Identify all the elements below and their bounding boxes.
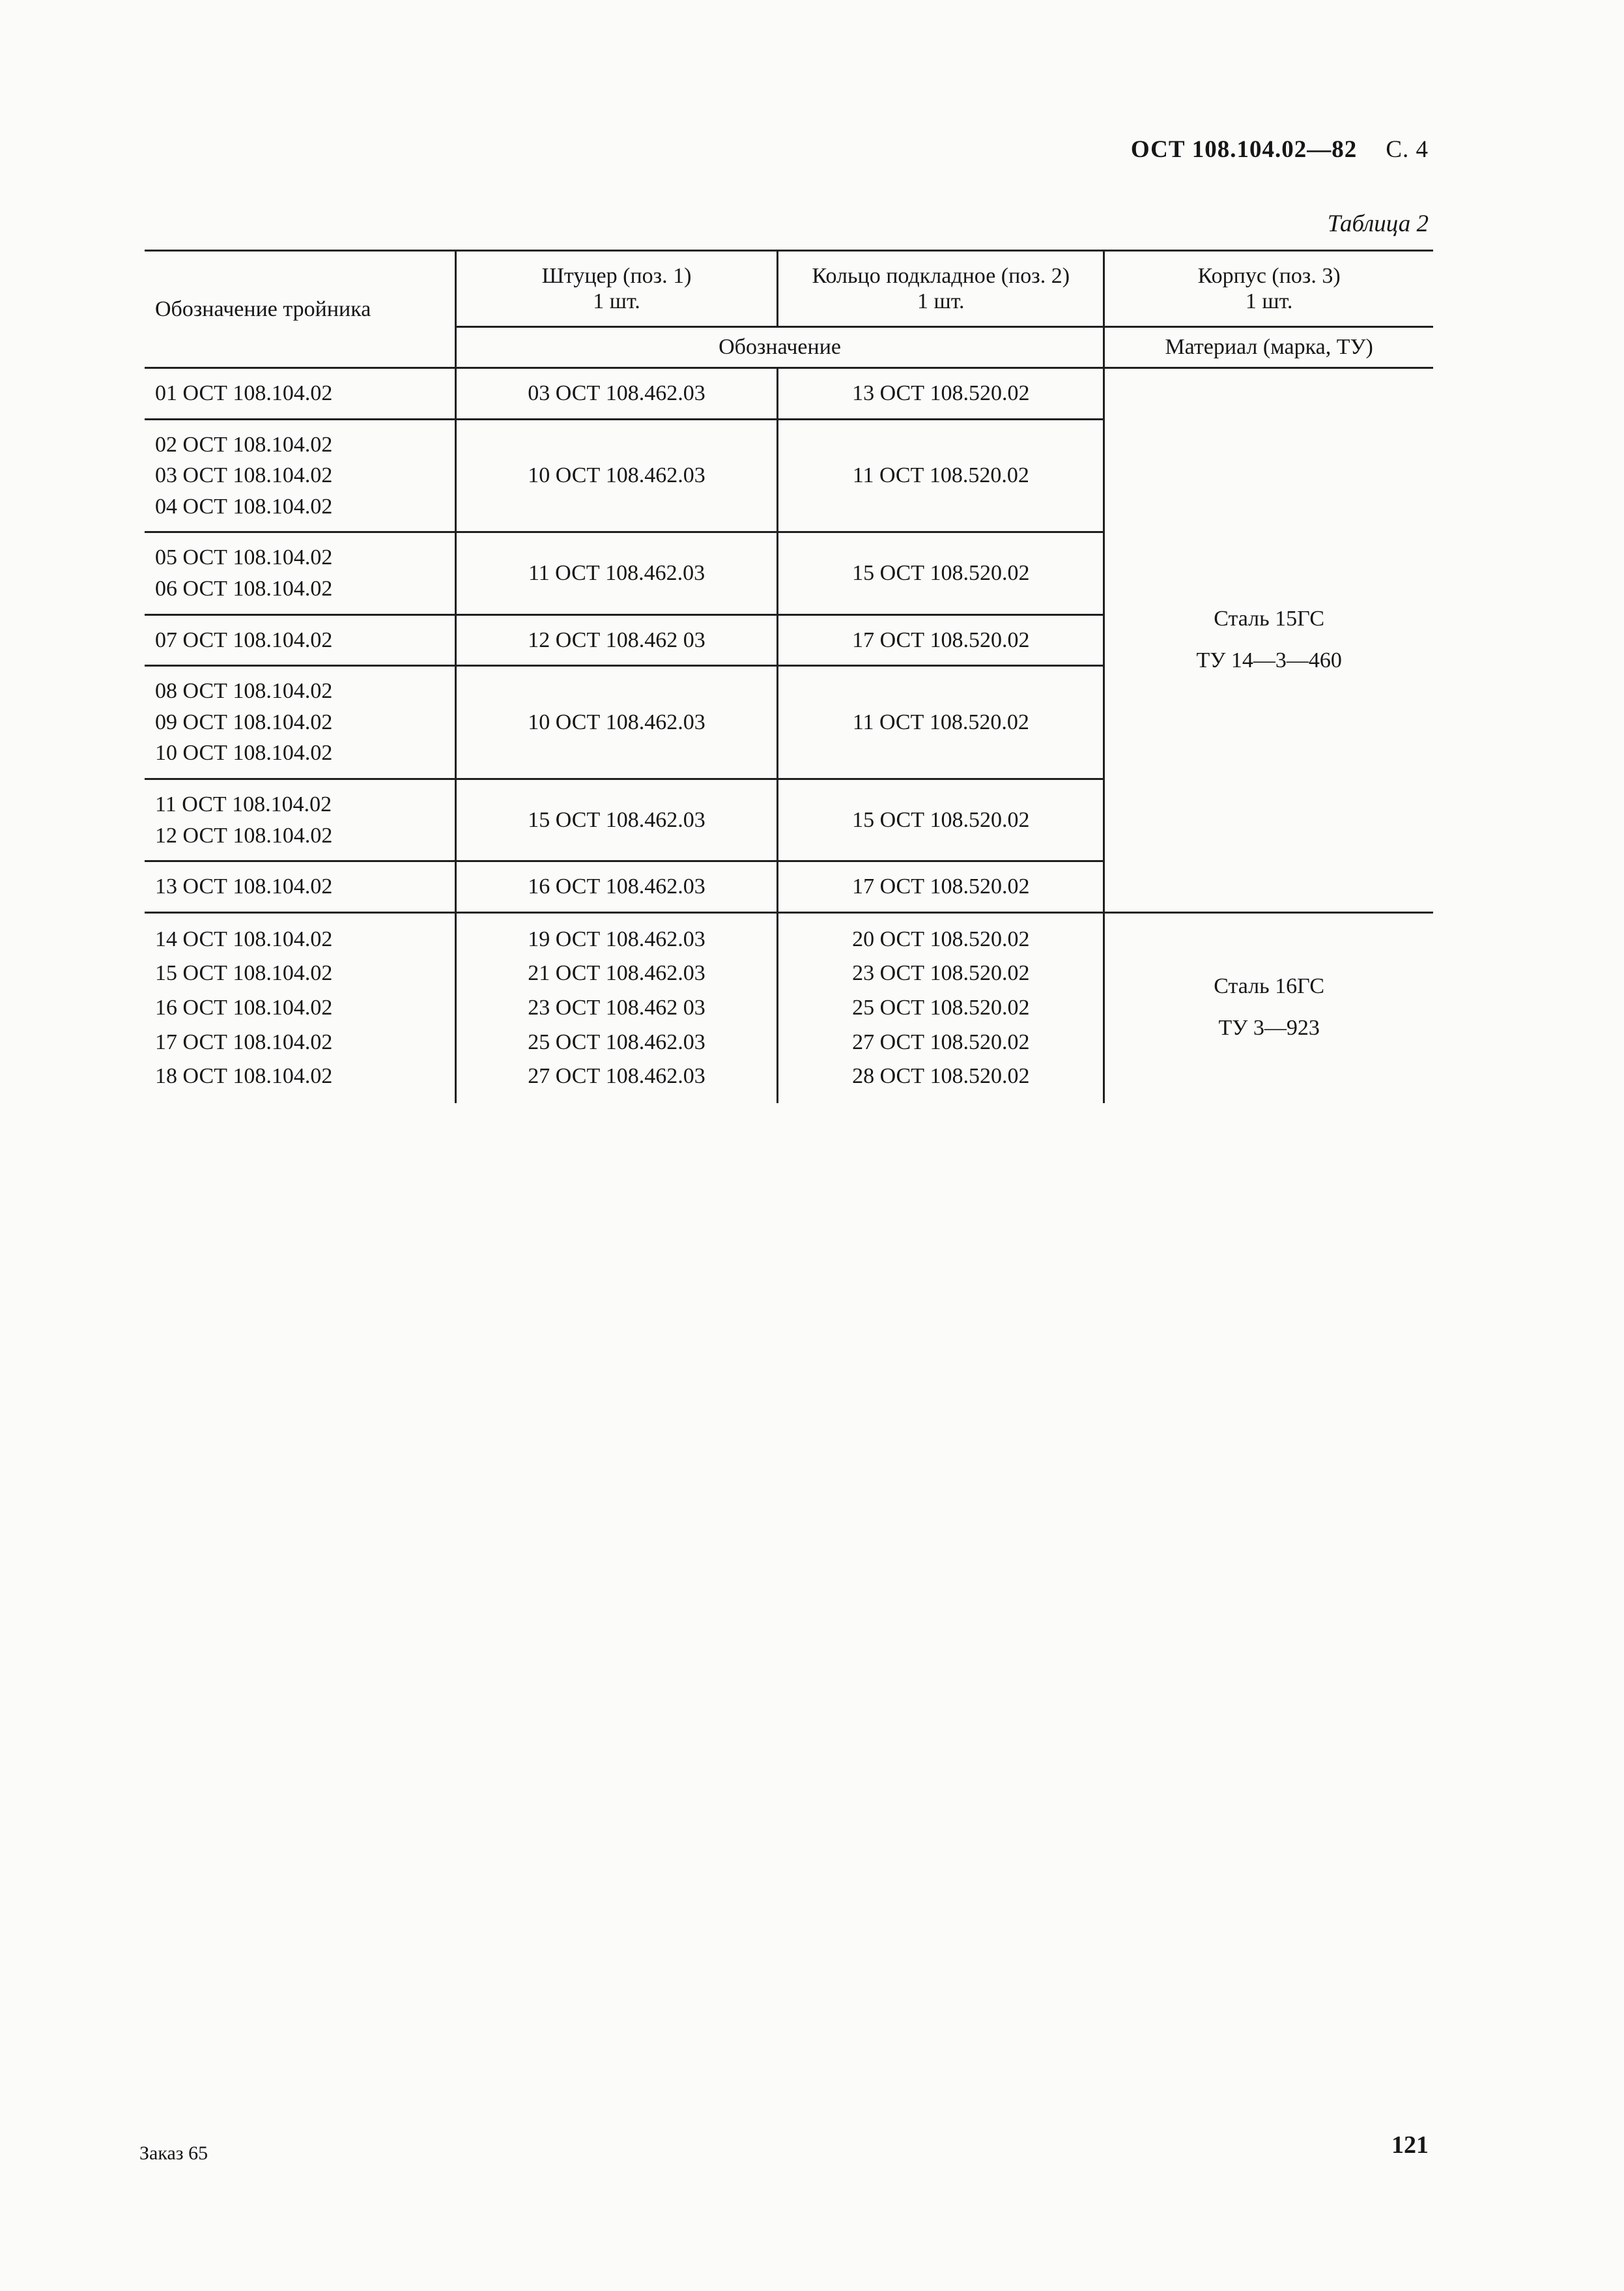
tee-designation: 06 ОСТ 108.104.02 [155,576,333,601]
tee-cell [145,861,455,913]
fitting-designation: 27 ОСТ 108.462.03 [528,1064,705,1089]
standard-code: ОСТ 108.104.02—82 [1130,136,1358,163]
tee-designation: 07 ОСТ 108.104.02 [155,627,333,652]
page-header [1131,136,1429,164]
fitting-cell: 03 ОСТ 108.462.03 [455,368,777,420]
fitting-designation: 23 ОСТ 108.462 03 [528,996,705,1020]
tee-cell [145,368,455,420]
ring-designation: 25 ОСТ 108.520.02 [852,996,1030,1020]
tee-designation: 17 ОСТ 108.104.02 [155,1030,333,1054]
ring-designation: 20 ОСТ 108.520.02 [852,927,1030,951]
ring-cell [778,912,1104,1103]
tee-designation: 13 ОСТ 108.104.02 [155,874,333,899]
ring-cell: 13 ОСТ 108.520.02 [778,368,1104,420]
ring-cell: 15 ОСТ 108.520.02 [778,779,1104,861]
page-label: С. 4 [1386,136,1429,163]
parts-table [145,250,1433,1103]
tee-cell [145,912,455,1103]
tee-designation: 15 ОСТ 108.104.02 [155,961,333,986]
tee-designation: 05 ОСТ 108.104.02 [155,545,333,570]
header-ring-qty: 1 шт. [917,289,965,313]
tee-cell [145,779,455,861]
material-cell-2 [1104,912,1433,1103]
fitting-cell: 16 ОСТ 108.462.03 [455,861,777,913]
material-spec: ТУ 3—923 [1218,1016,1320,1041]
tee-designation: 14 ОСТ 108.104.02 [155,927,333,951]
fitting-cell: 10 ОСТ 108.462.03 [455,419,777,532]
table-row [145,368,1433,420]
header-ring [778,251,1104,327]
table-header-row [145,251,1433,327]
tee-designation: 16 ОСТ 108.104.02 [155,996,333,1020]
fitting-cell [455,912,777,1103]
material-grade: Сталь 16ГС [1214,973,1325,998]
header-designation: Обозначение тройника [145,251,455,368]
tee-cell [145,666,455,779]
tee-designation: 08 ОСТ 108.104.02 [155,679,333,704]
header-fitting [455,251,777,327]
order-number: Заказ 65 [139,2142,208,2164]
header-body [1104,251,1433,327]
tee-cell [145,532,455,614]
fitting-designation: 19 ОСТ 108.462.03 [528,927,705,951]
subheader-material: Материал (марка, ТУ) [1104,327,1433,368]
tee-designation: 10 ОСТ 108.104.02 [155,741,333,766]
tee-designation: 12 ОСТ 108.104.02 [155,823,333,848]
header-body-name: Корпус (поз. 3) [1197,263,1341,288]
material-cell-1 [1104,368,1433,913]
header-ring-name: Кольцо подкладное (поз. 2) [812,263,1070,288]
header-fitting-qty: 1 шт. [593,289,640,313]
tee-cell [145,614,455,666]
fitting-designation: 21 ОСТ 108.462.03 [528,961,705,986]
table-caption: Таблица 2 [1327,210,1429,237]
header-fitting-name: Штуцер (поз. 1) [541,263,692,288]
material-spec: ТУ 14—3—460 [1196,648,1342,673]
tee-designation: 18 ОСТ 108.104.02 [155,1064,333,1089]
table-row [145,912,1433,1103]
fitting-cell: 15 ОСТ 108.462.03 [455,779,777,861]
ring-cell: 15 ОСТ 108.520.02 [778,532,1104,614]
tee-designation: 02 ОСТ 108.104.02 [155,432,333,457]
tee-designation: 03 ОСТ 108.104.02 [155,463,333,488]
material-grade: Сталь 15ГС [1214,606,1325,631]
ring-designation: 23 ОСТ 108.520.02 [852,961,1030,986]
header-body-qty: 1 шт. [1245,289,1293,313]
ring-designation: 27 ОСТ 108.520.02 [852,1030,1030,1054]
fitting-cell: 10 ОСТ 108.462.03 [455,666,777,779]
tee-cell [145,419,455,532]
tee-designation: 11 ОСТ 108.104.02 [155,792,332,816]
ring-cell: 17 ОСТ 108.520.02 [778,861,1104,913]
ring-cell: 11 ОСТ 108.520.02 [778,419,1104,532]
fitting-cell: 11 ОСТ 108.462.03 [455,532,777,614]
tee-designation: 04 ОСТ 108.104.02 [155,494,333,519]
tee-designation: 09 ОСТ 108.104.02 [155,710,333,734]
ring-cell: 11 ОСТ 108.520.02 [778,666,1104,779]
subheader-designation: Обозначение [455,327,1104,368]
fitting-cell: 12 ОСТ 108.462 03 [455,614,777,666]
page-number: 121 [1391,2131,1429,2159]
tee-designation: 01 ОСТ 108.104.02 [155,381,333,405]
fitting-designation: 25 ОСТ 108.462.03 [528,1030,705,1054]
ring-designation: 28 ОСТ 108.520.02 [852,1064,1030,1089]
ring-cell: 17 ОСТ 108.520.02 [778,614,1104,666]
